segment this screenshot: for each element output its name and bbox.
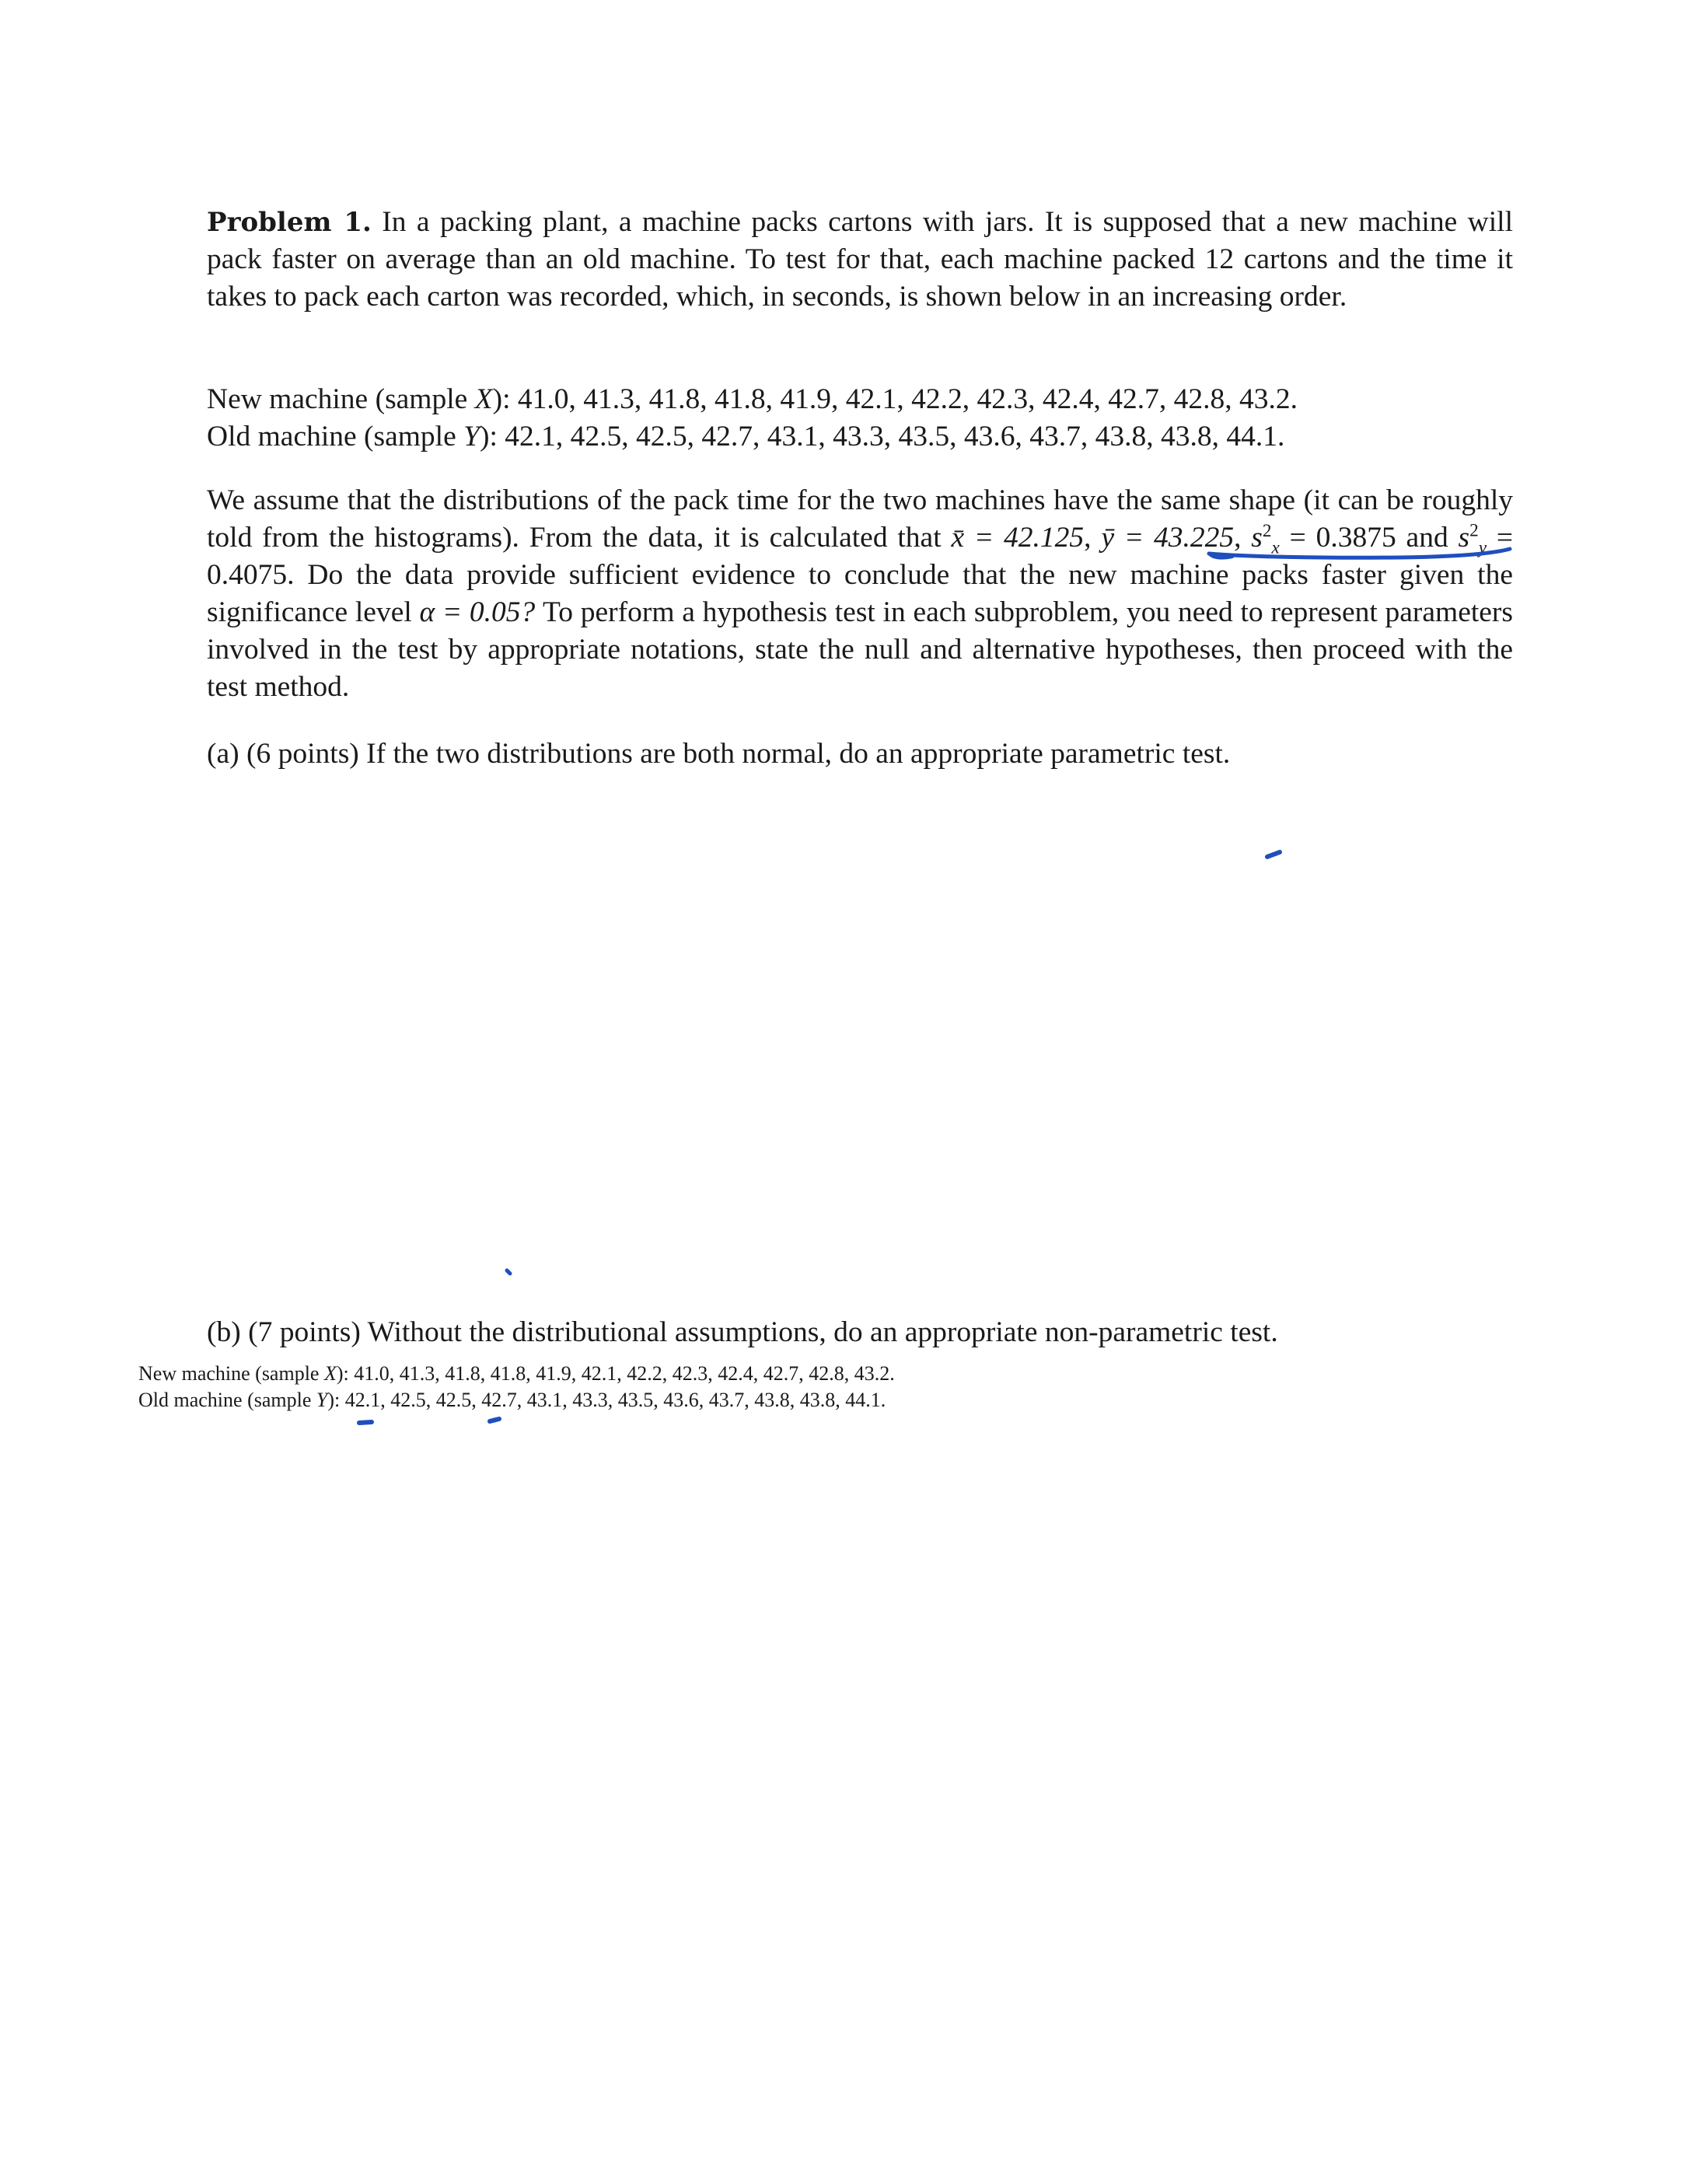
sy-symbol: s [1458, 522, 1470, 554]
sx-sup: 2 [1262, 520, 1272, 541]
pasted-new-colon: ): [336, 1362, 355, 1385]
ink-dash-2 [359, 1422, 372, 1423]
sx-value: = 0.3875 and [1279, 522, 1459, 554]
sample-old-values: 42.1, 42.5, 42.5, 42.7, 43.1, 43.3, 43.5, 43.6, 43.7, 43.8, 43.8, 44.1. [505, 421, 1285, 453]
assumption-text-3: Do the data provide sufficient evidence to conclude that the new machine packs faster given the significance level [207, 559, 1513, 628]
alpha-value: α = 0.05? [419, 596, 536, 628]
part-a: (a) (6 points) If the two distributions are both normal, do an appropriate parametric test. [207, 738, 1231, 770]
pasted-old-values: 42.1, 42.5, 42.5, 42.7, 43.1, 43.3, 43.5, 43.6, 43.7, 43.8, 43.8, 44.1. [344, 1389, 886, 1411]
assumption-text-1: We assume that the distributions of the pack time for the two machines have the same shape (it can be roughly told from the histograms). From the data, it is calculated that [207, 484, 1513, 554]
pasted-new-label: New machine (sample [138, 1362, 324, 1385]
sample-old-var: Y [463, 421, 480, 453]
ink-dash-3 [490, 1419, 499, 1421]
sample-new-var: X [474, 383, 493, 415]
sy-sup: 2 [1469, 520, 1479, 541]
problem-intro-text: In a packing plant, a machine packs cartons with jars. It is supposed that a new machine will pack faster on average than an old machine. To test for that, each machine packed 12 cartons and the time it takes to pack each carton was recorded, which, in seconds, is shown below in an increasing order. [207, 206, 1513, 313]
sample-new-label: New machine (sample [207, 383, 475, 415]
pasted-new-var: X [323, 1362, 337, 1385]
ybar-value: ȳ = 43.225 [1101, 522, 1235, 554]
sx-symbol: s [1251, 522, 1263, 554]
ink-underline-means [1209, 549, 1510, 557]
sample-old-label: Old machine (sample [207, 421, 464, 453]
problem-title: Problem 1. [207, 207, 372, 238]
xbar-value: x̄ = 42.125 [951, 522, 1085, 554]
pasted-new-values: 41.0, 41.3, 41.8, 41.8, 41.9, 42.1, 42.2, 42.3, 42.4, 42.7, 42.8, 43.2. [354, 1362, 895, 1385]
ink-dash-1 [1267, 852, 1280, 857]
assumption-text-4: To perform a hypothesis test in each subproblem, you need to represent parameters involved in the test by appropriate notations, state the null and alternative hypotheses, then proceed with the test method. [207, 596, 1513, 703]
sy-value: = 0.4075. [207, 522, 1514, 591]
sy-sub: y [1478, 537, 1487, 558]
pasted-old-label: Old machine (sample [138, 1389, 316, 1411]
ink-dot-1 [507, 1270, 510, 1274]
sample-new-values: 41.0, 41.3, 41.8, 41.8, 41.9, 42.1, 42.2, 42.3, 42.4, 42.7, 42.8, 43.2. [517, 383, 1298, 415]
pasted-old-colon: ): [327, 1389, 345, 1411]
part-b: (b) (7 points) Without the distributional assumptions, do an appropriate non-parametric test. [207, 1316, 1278, 1348]
pasted-old-var: Y [316, 1389, 328, 1411]
sample-new-colon: ): [492, 383, 518, 415]
sx-sub: x [1271, 537, 1280, 558]
comma: , [1234, 522, 1242, 554]
sample-old-colon: ): [479, 421, 505, 453]
separator: , [1084, 522, 1102, 554]
